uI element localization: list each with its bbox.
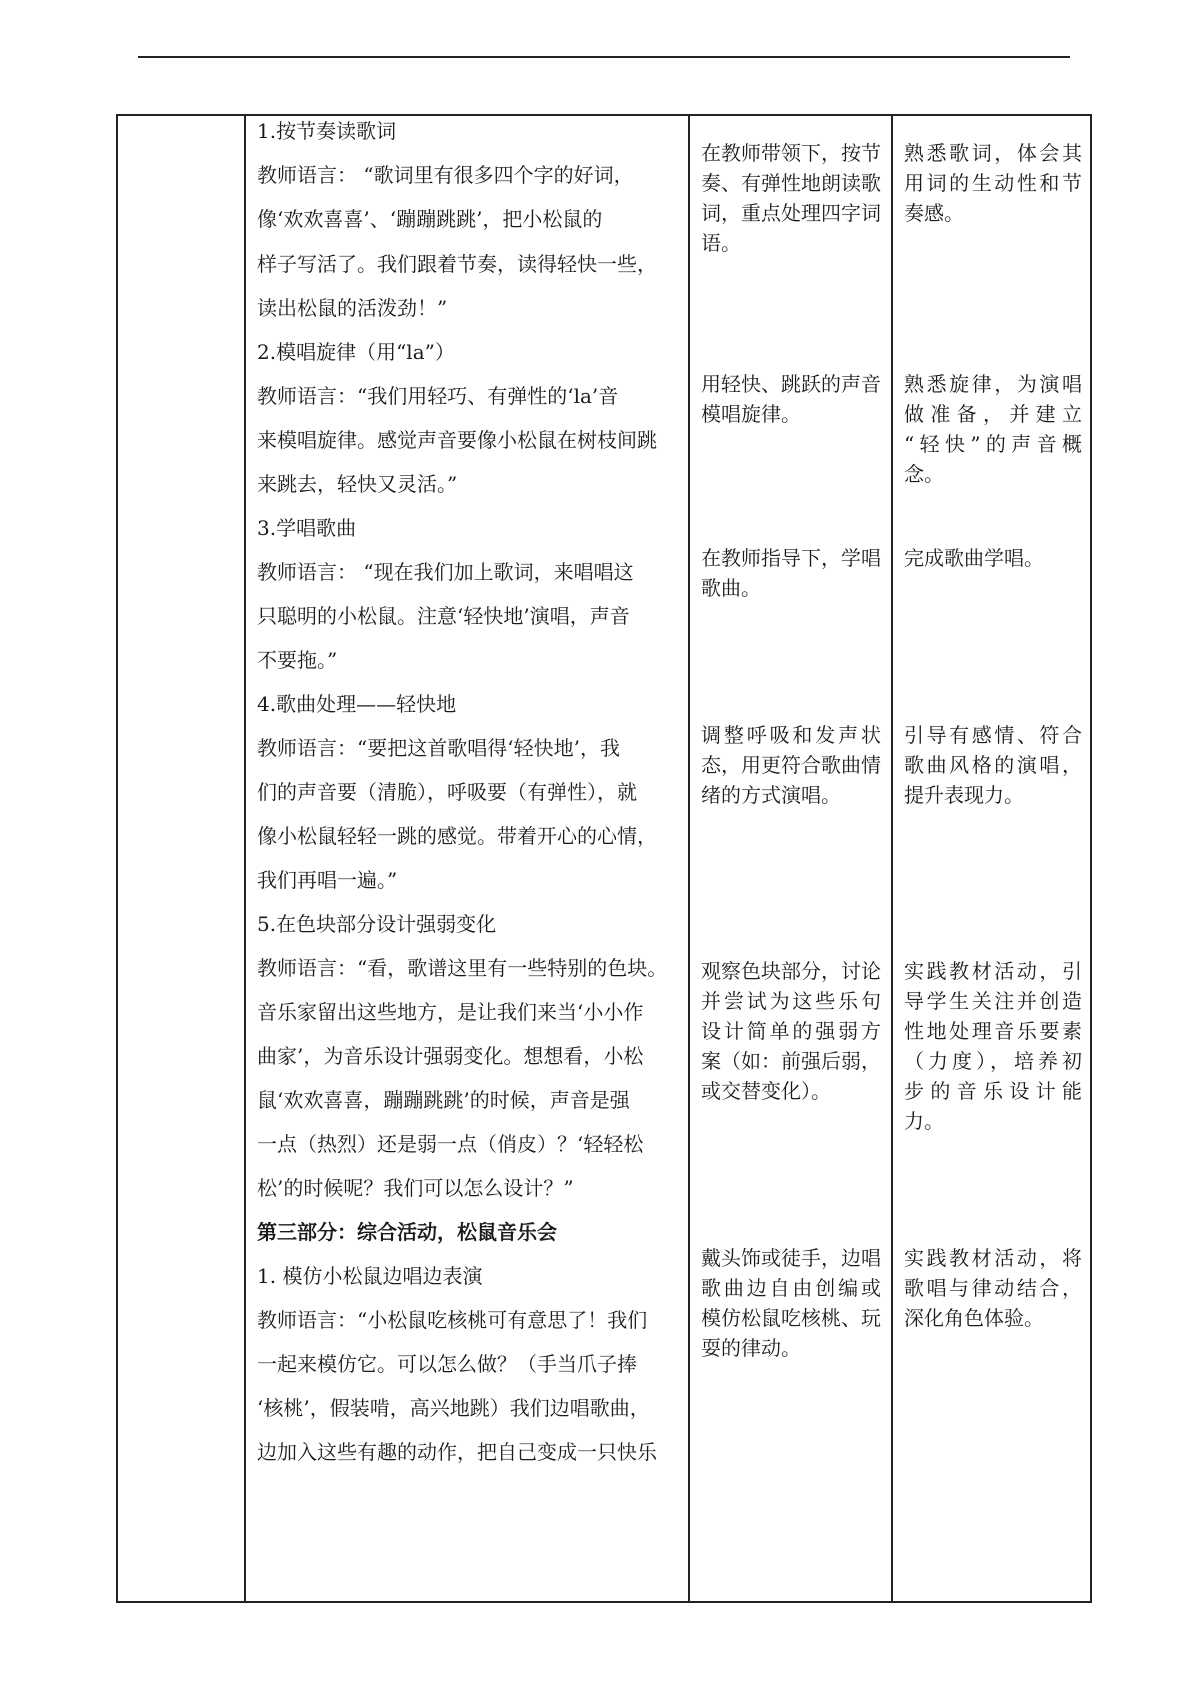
activity-line: 鼠‘欢欢喜喜，蹦蹦跳跳’的时候，声音是强: [257, 1088, 630, 1112]
student-line: 用轻快、跳跃的声音: [701, 372, 881, 396]
activity-line: 一起来模仿它。可以怎么做？（手当爪子捧: [257, 1352, 637, 1376]
activity-line: 教师语言：“看，歌谱这里有一些特别的色块。: [257, 956, 668, 980]
intent-line: 熟悉旋律，为演唱: [904, 372, 1082, 396]
student-line: 案（如：前强后弱，: [701, 1049, 881, 1073]
activity-line: 不要拖。”: [257, 648, 338, 672]
activity-line: 教师语言：“小松鼠吃核桃可有意思了！我们: [257, 1308, 648, 1332]
intent-line: 提升表现力。: [904, 783, 1024, 807]
intent-line: 实践教材活动，引: [904, 959, 1082, 983]
activity-line: 松’的时候呢？我们可以怎么设计？”: [257, 1176, 574, 1200]
intent-line: 做准备，并建立: [904, 402, 1082, 426]
student-line: 调整呼吸和发声状: [701, 723, 881, 747]
intent-line: 念。: [904, 462, 944, 486]
section-heading: 第三部分：综合活动，松鼠音乐会: [257, 1220, 557, 1244]
intent-line: “轻快”的声音概: [904, 432, 1082, 456]
teaching-activity-cell: [245, 115, 689, 1602]
student-line: 词，重点处理四字词: [701, 201, 881, 225]
student-line: 模仿松鼠吃核桃、玩: [701, 1306, 881, 1330]
student-line: 并尝试为这些乐句: [701, 989, 881, 1013]
activity-line: 边加入这些有趣的动作，把自己变成一只快乐: [257, 1440, 657, 1464]
student-line: 在教师指导下，学唱: [701, 546, 881, 570]
activity-line: 来模唱旋律。感觉声音要像小松鼠在树枝间跳: [257, 428, 657, 452]
header-rule: [138, 56, 1070, 58]
activity-line: 我们再唱一遍。”: [257, 868, 398, 892]
activity-line: 一点（热烈）还是弱一点（俏皮）？‘轻轻松: [257, 1132, 644, 1156]
intent-line: 性地处理音乐要素: [904, 1019, 1082, 1043]
intent-line: 歌曲风格的演唱，: [904, 753, 1082, 777]
activity-line: 像小松鼠轻轻一跳的感觉。带着开心的心情，: [257, 824, 657, 848]
student-line: 模唱旋律。: [701, 402, 801, 426]
activity-line: 读出松鼠的活泼劲！”: [257, 296, 448, 320]
activity-line: 音乐家留出这些地方，是让我们来当‘小小作: [257, 1000, 644, 1024]
student-line: 观察色块部分，讨论: [701, 959, 881, 983]
activity-line: 像‘欢欢喜喜’、‘蹦蹦跳跳’，把小松鼠的: [257, 207, 603, 231]
student-line: 耍的律动。: [701, 1336, 801, 1360]
activity-line: 教师语言： “现在我们加上歌词，来唱唱这: [257, 560, 634, 584]
activity-heading-1: 1.按节奏读歌词: [257, 119, 397, 143]
activity-line: 样子写活了。我们跟着节奏，读得轻快一些，: [257, 252, 657, 276]
table-row: [117, 115, 1091, 1602]
stage-cell: [117, 115, 245, 1602]
intent-line: 引导有感情、符合: [904, 723, 1082, 747]
activity-line: 来跳去，轻快又灵活。”: [257, 472, 458, 496]
intent-line: 步的音乐设计能: [904, 1079, 1082, 1103]
student-line: 绪的方式演唱。: [701, 783, 841, 807]
intent-line: 熟悉歌词，体会其: [904, 141, 1082, 165]
intent-line: 深化角色体验。: [904, 1306, 1044, 1330]
student-line: 戴头饰或徒手，边唱: [701, 1246, 881, 1270]
student-activity-cell: [689, 115, 892, 1602]
intent-line: 完成歌曲学唱。: [904, 546, 1044, 570]
activity-heading-2: 2.模唱旋律（用“la”）: [257, 340, 455, 364]
intent-line: 奏感。: [904, 201, 964, 225]
activity-heading-3: 3.学唱歌曲: [257, 516, 357, 540]
activity-line: 教师语言：“要把这首歌唱得‘轻快地’，我: [257, 736, 620, 760]
activity-line: ‘核桃’，假装啃，高兴地跳）我们边唱歌曲，: [257, 1396, 650, 1420]
activity-heading-4: 4.歌曲处理——轻快地: [257, 692, 457, 716]
activity-line: 曲家’，为音乐设计强弱变化。想想看，小松: [257, 1044, 644, 1068]
student-line: 设计简单的强弱方: [701, 1019, 881, 1043]
student-line: 在教师带领下，按节: [701, 141, 881, 165]
intent-line: 用词的生动性和节: [904, 171, 1082, 195]
activity-line: 教师语言： “歌词里有很多四个字的好词，: [257, 163, 634, 187]
intent-line: 实践教材活动，将: [904, 1246, 1082, 1270]
design-intent-cell: [892, 115, 1091, 1602]
student-line: 语。: [701, 231, 741, 255]
student-line: 歌曲。: [701, 576, 761, 600]
intent-line: 导学生关注并创造: [904, 989, 1082, 1013]
student-line: 歌曲边自由创编或: [701, 1276, 881, 1300]
intent-line: （力度），培养初: [904, 1049, 1082, 1073]
activity-line: 们的声音要（清脆），呼吸要（有弹性），就: [257, 780, 637, 804]
student-line: 奏、有弹性地朗读歌: [701, 171, 881, 195]
lesson-plan-table: [116, 114, 1092, 1603]
intent-line: 力。: [904, 1109, 944, 1133]
intent-line: 歌唱与律动结合，: [904, 1276, 1082, 1300]
activity-heading-5: 5.在色块部分设计强弱变化: [257, 912, 497, 936]
activity-line: 教师语言：“我们用轻巧、有弹性的‘la’音: [257, 384, 619, 408]
activity-line: 只聪明的小松鼠。注意‘轻快地’演唱，声音: [257, 604, 630, 628]
student-line: 或交替变化）。: [701, 1079, 831, 1103]
activity-heading-6: 1. 模仿小松鼠边唱边表演: [257, 1264, 483, 1288]
student-line: 态，用更符合歌曲情: [701, 753, 881, 777]
